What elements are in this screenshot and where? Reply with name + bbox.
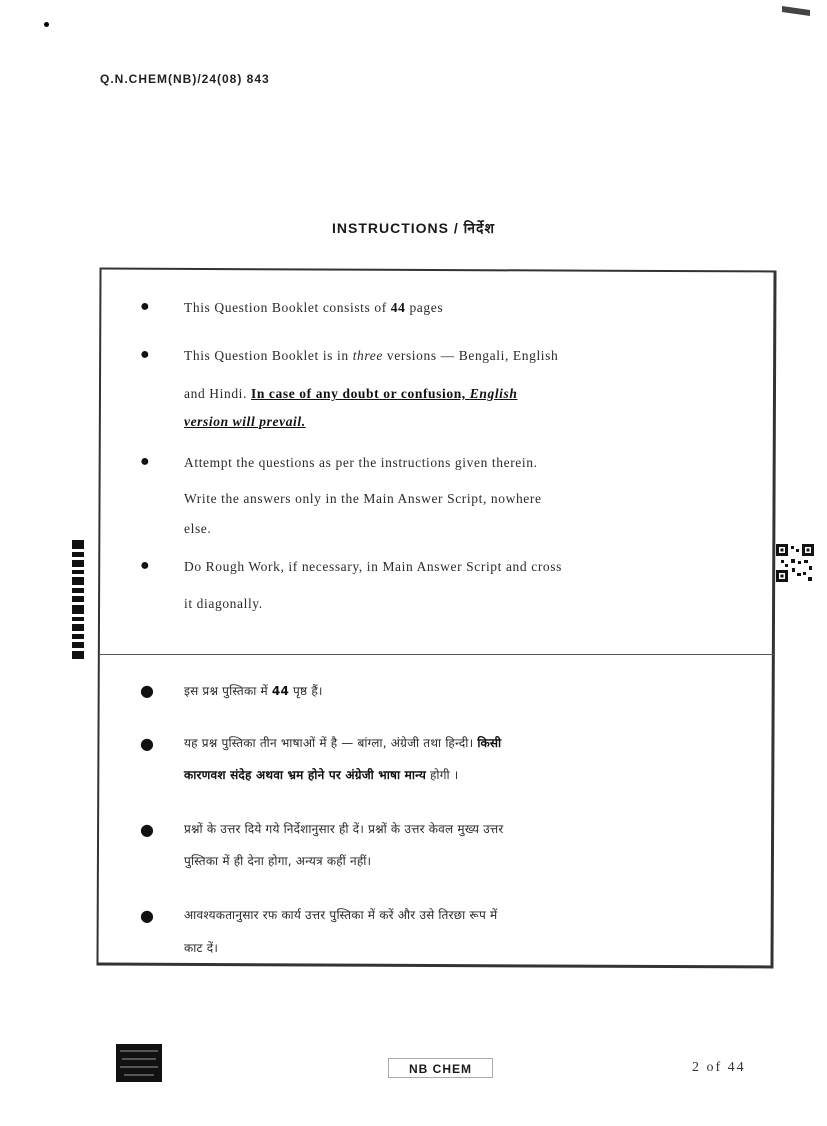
text: versions — Bengali, English bbox=[382, 348, 559, 363]
scan-dot bbox=[44, 22, 49, 27]
text: This Question Booklet is in bbox=[184, 348, 353, 363]
text: Do Rough Work, if necessary, in Main Answer Script and cross bbox=[184, 559, 562, 574]
bullet-icon: ● bbox=[140, 734, 155, 753]
bullet-icon: ● bbox=[140, 298, 151, 315]
bullet-icon: ● bbox=[140, 681, 155, 700]
bullet-icon: ● bbox=[140, 557, 151, 574]
text: पृष्ठ हैं। bbox=[289, 684, 323, 698]
instruction-hi-2 bbox=[140, 734, 740, 794]
page-title: INSTRUCTIONS / निर्देश bbox=[331, 220, 496, 236]
text: आवश्यकतानुसार रफ कार्य उत्तर पुस्तिका में करें और उसे तिरछा रूप में bbox=[184, 908, 498, 922]
text: कारणवश संदेह अथवा भ्रम होने पर अंग्रेजी भाषा मान्य bbox=[184, 768, 427, 782]
instruction-en-3 bbox=[140, 453, 740, 543]
instruction-en-2 bbox=[140, 346, 740, 436]
text: pages bbox=[405, 300, 444, 315]
text: it diagonally. bbox=[184, 596, 263, 611]
text: three bbox=[352, 348, 383, 363]
bullet-icon: ● bbox=[140, 906, 155, 925]
text: English bbox=[469, 386, 518, 401]
text: होगी । bbox=[426, 768, 459, 782]
text: इस प्रश्न पुस्तिका में bbox=[184, 684, 272, 698]
instruction-en-1 bbox=[140, 298, 740, 322]
booklet-code: Q.N.CHEM(NB)/24(08) 843 bbox=[100, 72, 270, 86]
bullet-icon: ● bbox=[140, 346, 151, 363]
scan-corner-mark bbox=[782, 6, 810, 16]
page-count: 44 bbox=[390, 300, 406, 315]
qr-code-icon bbox=[776, 544, 814, 582]
barcode-icon bbox=[72, 540, 84, 668]
bullet-icon: ● bbox=[140, 453, 151, 470]
text: and Hindi. bbox=[184, 386, 251, 401]
text: किसी bbox=[477, 736, 502, 750]
language-divider bbox=[100, 654, 775, 655]
text: In case of any doubt or confusion, bbox=[250, 386, 470, 401]
instruction-hi-1 bbox=[140, 681, 740, 705]
text: This Question Booklet consists of bbox=[184, 300, 391, 315]
text: प्रश्नों के उत्तर दिये गये निर्देशानुसार ही दें। प्रश्नों के उत्तर केवल मुख्य उत्तर bbox=[184, 822, 504, 836]
bullet-icon: ● bbox=[140, 820, 155, 839]
instruction-hi-4 bbox=[140, 906, 740, 966]
footer-subject: NB CHEM bbox=[388, 1058, 493, 1078]
text: else. bbox=[184, 521, 212, 536]
page-number: 2 of 44 bbox=[692, 1060, 746, 1075]
text: यह प्रश्न पुस्तिका तीन भाषाओं में है — बांग्ला, अंग्रेजी तथा हिन्दी। bbox=[184, 736, 478, 750]
text: version will prevail. bbox=[184, 414, 306, 429]
page-count: 44 bbox=[271, 684, 290, 698]
text: Attempt the questions as per the instructions given therein. bbox=[184, 455, 538, 470]
footer-logo-icon bbox=[116, 1042, 162, 1082]
instruction-hi-3 bbox=[140, 820, 740, 880]
text: Write the answers only in the Main Answer Script, nowhere bbox=[184, 491, 542, 506]
text: काट दें। bbox=[184, 941, 219, 955]
text: पुस्तिका में ही देना होगा, अन्यत्र कहीं नहीं। bbox=[184, 854, 372, 868]
instruction-en-4 bbox=[140, 557, 740, 617]
